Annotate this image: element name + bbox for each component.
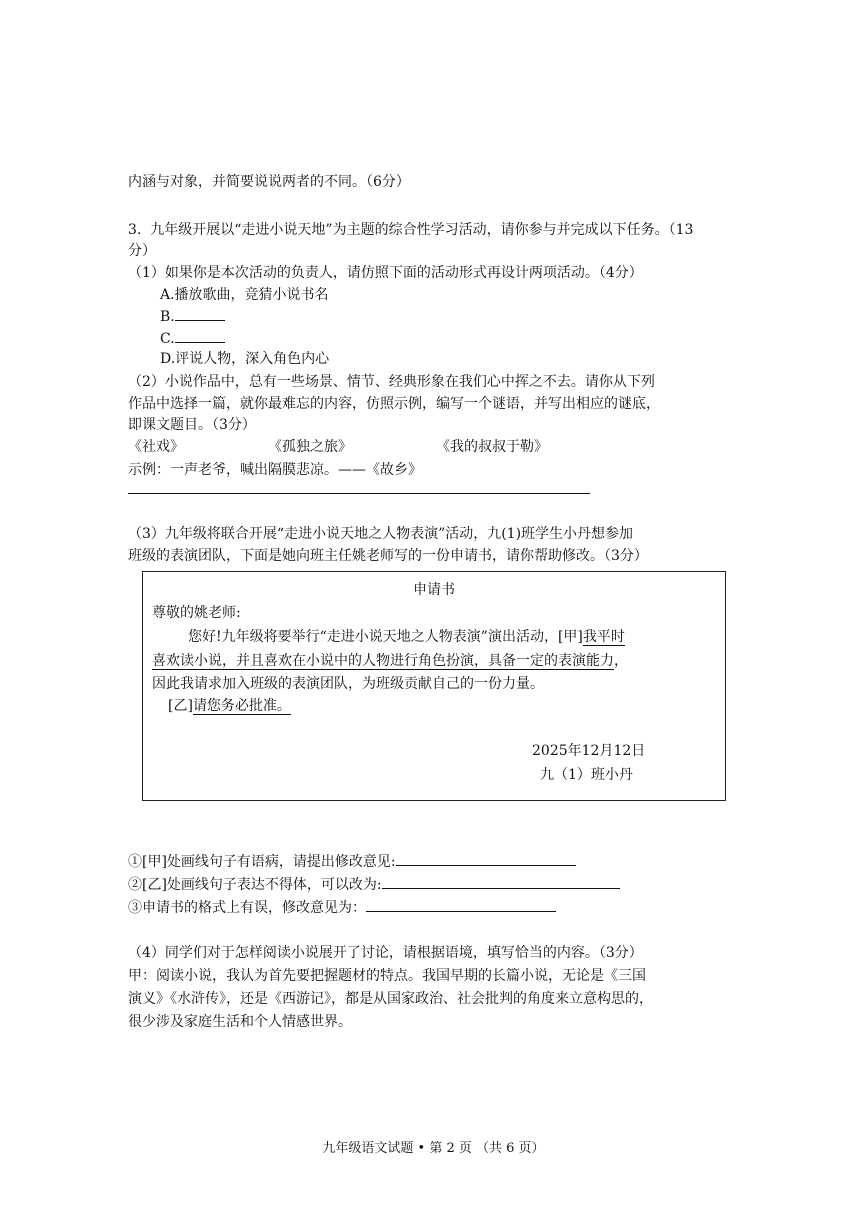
part2-line3: 即课文题目。（3分）: [128, 417, 256, 433]
part3-question-b-text: ②[乙]处画线句子表达不得体，可以改为:: [128, 877, 382, 893]
option-a: A.播放歌曲，竞猜小说书名: [160, 287, 329, 303]
letter-body-line2: [152, 651, 628, 671]
option-c-blank[interactable]: [175, 328, 225, 343]
part3-question-c-text: ③申请书的格式上有误，修改意见为：: [128, 900, 366, 916]
question-3-stem-line2: 分）: [128, 243, 156, 259]
letter-signature: 九（1）班小丹: [540, 767, 633, 783]
previous-question-fragment: 内涵与对象，并简要说说两者的不同。（6分）: [128, 174, 410, 190]
part3-line2: 班级的表演团队，下面是她向班主任姚老师写的一份申请书，请你帮助修改。（3分）: [128, 548, 648, 564]
part3-question-b: [128, 874, 620, 895]
option-b-label: B.: [160, 309, 175, 325]
option-b-blank[interactable]: [175, 306, 225, 321]
part3-line1: （3）九年级将联合开展“走进小说天地之人物表演”活动，九(1)班学生小丹想参加: [128, 526, 634, 542]
part2-line1: （2）小说作品中，总有一些场景、情节、经典形象在我们心中挥之不去。请你从下列: [128, 374, 655, 390]
underlined-sentence-jia-part1: 我平时: [582, 629, 625, 645]
part3-question-a-text: ①[甲]处画线句子有语病，请提出修改意见:: [128, 854, 396, 870]
option-d: D.评说人物，深入角色内心: [160, 351, 330, 367]
question-number: 3.: [128, 222, 142, 238]
underlined-sentence-jia-part2: 喜欢读小说，并且喜欢在小说中的人物进行角色扮演，具备一定的表演能力: [152, 653, 614, 669]
part3-answer-b-blank[interactable]: [382, 874, 620, 889]
option-b: [160, 306, 225, 327]
part3-answer-a-blank[interactable]: [396, 851, 576, 866]
part3-question-c: [128, 897, 556, 918]
question-3-stem-text: 九年级开展以“走进小说天地”为主题的综合性学习活动，请你参与并完成以下任务。（13: [150, 222, 694, 238]
part4-line4: 很少涉及家庭生活和个人情感世界。: [128, 1014, 352, 1030]
question-3-stem-line1: [128, 220, 693, 240]
letter-body-line1: [188, 627, 625, 647]
mark-yi: [乙]: [168, 698, 193, 714]
work-title-2: 《孤独之旅》: [268, 439, 352, 455]
work-title-1: 《社戏》: [128, 439, 184, 455]
part1-prompt: （1）如果你是本次活动的负责人，请仿照下面的活动形式再设计两项活动。（4分）: [128, 265, 643, 281]
underlined-sentence-yi: 请您务必批准。: [192, 698, 291, 714]
letter-salutation: 尊敬的姚老师:: [152, 605, 241, 621]
part2-answer-line[interactable]: [128, 493, 590, 494]
part3-question-a: [128, 851, 576, 872]
part4-line1: （4）同学们对于怎样阅读小说展开了讨论，请根据语境，填写恰当的内容。（3分）: [128, 945, 643, 961]
letter-body-line1-plain: 您好!九年级将要举行“走进小说天地之人物表演”演出活动，[甲]: [188, 629, 583, 645]
work-title-3: 《我的叔叔于勒》: [436, 439, 548, 455]
letter-body-line3: 因此我请求加入班级的表演团队，为班级贡献自己的一份力量。: [152, 676, 544, 692]
letter-title: 申请书: [413, 582, 455, 598]
part2-example: 示例：一声老爷，喊出隔膜悲凉。——《故乡》: [128, 462, 422, 478]
letter-body-line4: [168, 696, 291, 716]
part3-answer-c-blank[interactable]: [366, 897, 556, 912]
letter-date: 2025年12月12日: [532, 743, 646, 759]
option-c: [160, 328, 225, 349]
part2-line2: 作品中选择一篇，就你最难忘的内容，仿照示例，编写一个谜语，并写出相应的谜底，: [128, 396, 660, 412]
option-c-label: C.: [160, 331, 175, 347]
letter-body-line2-end: ，: [614, 653, 628, 669]
page-footer: 九年级语文试题 • 第 2 页 （共 6 页）: [322, 1141, 545, 1156]
part4-line2: 甲：阅读小说，我认为首先要把握题材的特点。我国早期的长篇小说，无论是《三国: [128, 968, 646, 984]
part4-line3: 演义》《水浒传》，还是《西游记》，都是从国家政治、社会批判的角度来立意构思的，: [128, 991, 653, 1007]
